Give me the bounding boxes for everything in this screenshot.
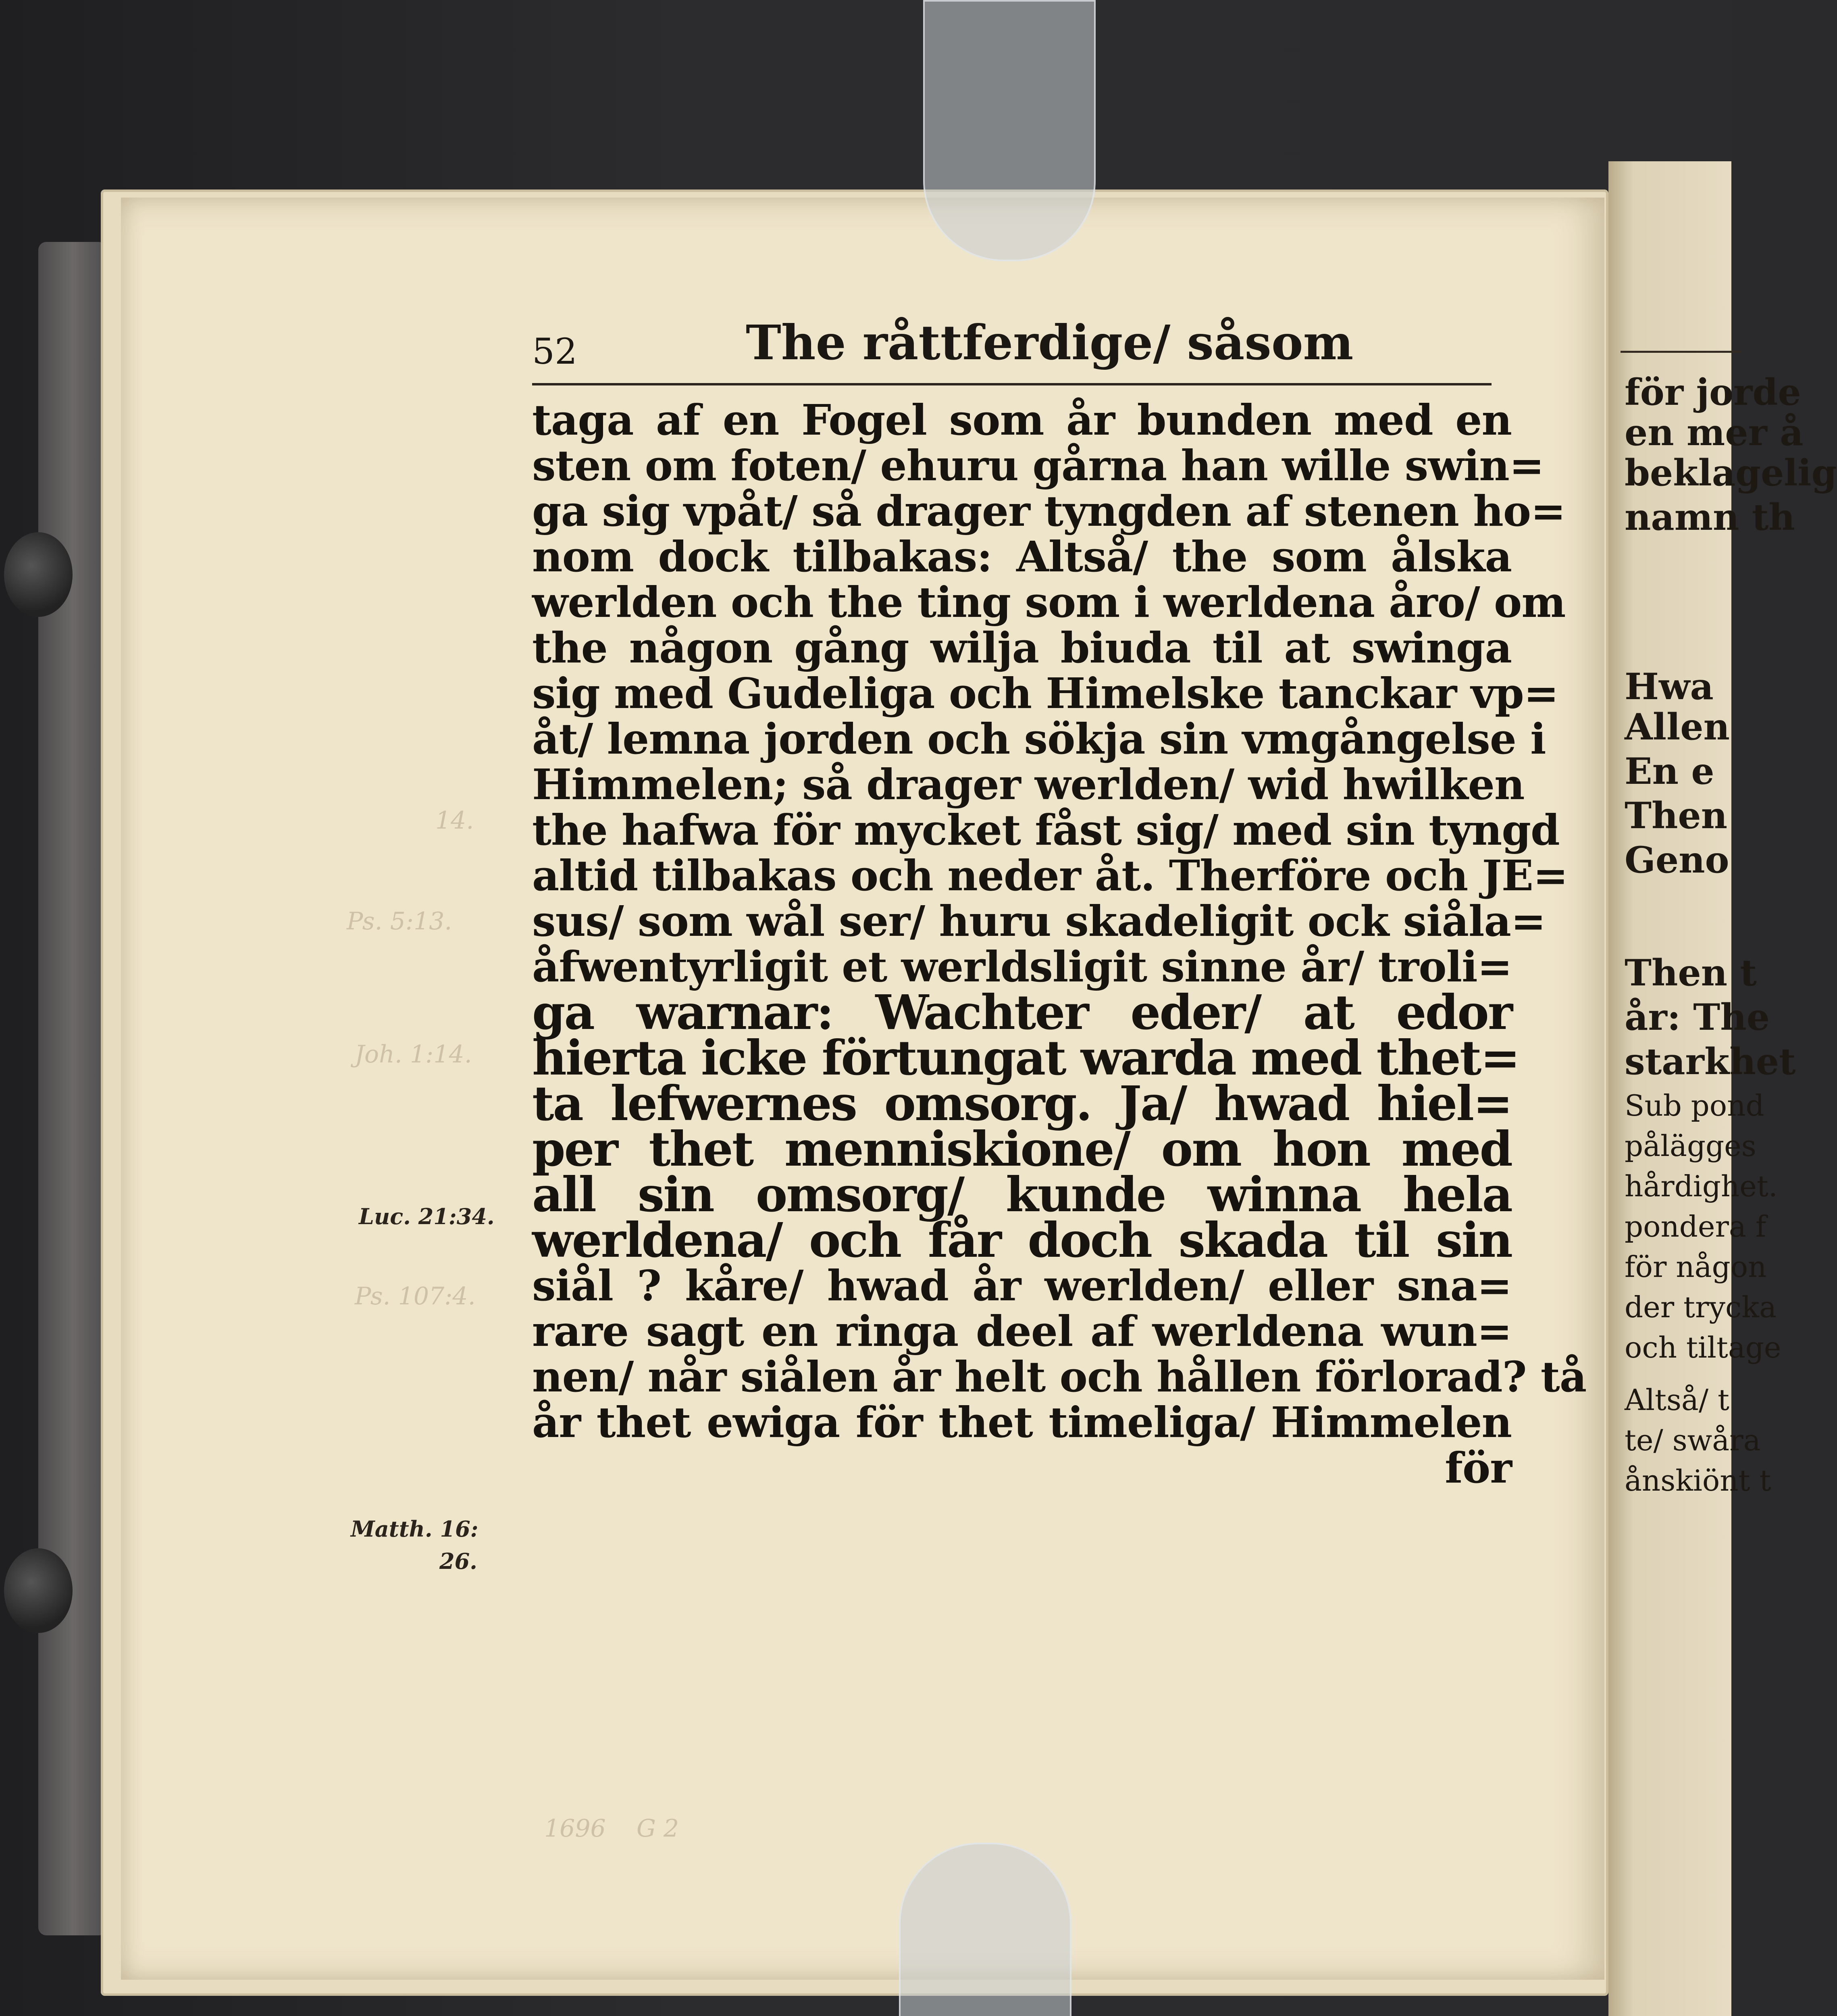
bleedthrough-mark: 1696 G 2 bbox=[544, 1814, 679, 1843]
bleedthrough-mark: Joh. 1:14. bbox=[355, 1040, 472, 1068]
text-line: åt/ lemna jorden och sökja sin vmgångelse i bbox=[532, 714, 1546, 764]
body-text bbox=[532, 395, 1587, 1493]
text-line: siål ? kåre/ hwad år werlden/ eller sna= bbox=[532, 1261, 1512, 1310]
text-line: sten om foten/ ehuru gårna han wille swin= bbox=[532, 441, 1544, 490]
next-page-line: hårdighet. bbox=[1625, 1169, 1778, 1203]
next-page-line: Sub pond bbox=[1625, 1089, 1764, 1123]
text-line: sig med Gudeliga och Himelske tanckar vp= bbox=[532, 669, 1558, 718]
text-line: nom dock tilbakas: Altså/ the som ålska bbox=[532, 532, 1512, 581]
bleedthrough-mark: 14. bbox=[435, 806, 474, 835]
page-holder-tab-top bbox=[923, 0, 1096, 261]
catchword: för bbox=[1445, 1443, 1512, 1493]
text-line: ga warnar: Wachter eder/ at edor bbox=[532, 984, 1512, 1040]
bleedthrough-mark: Ps. 107:4. bbox=[355, 1282, 476, 1310]
book-strap bbox=[38, 242, 107, 1935]
text-line: nen/ når siålen år helt och hållen förlorad? tå bbox=[532, 1352, 1587, 1402]
next-page-line: Allen bbox=[1625, 706, 1730, 748]
page-number: 52 bbox=[532, 331, 577, 372]
next-page-line: för någon bbox=[1625, 1250, 1767, 1284]
next-page-line: pondera f bbox=[1625, 1210, 1766, 1243]
text-line: sus/ som wål ser/ huru skadeligit ock siåla= bbox=[532, 896, 1546, 946]
next-page-line: Altså/ t bbox=[1625, 1383, 1729, 1417]
text-line: werlden och the ting som i werldena åro/ om bbox=[532, 577, 1566, 627]
next-page-edge bbox=[1608, 161, 1837, 2016]
next-page-line: en mer å bbox=[1625, 411, 1804, 454]
text-line: werldena/ och får doch skada til sin bbox=[532, 1212, 1512, 1268]
next-page-line: pålägges bbox=[1625, 1129, 1756, 1163]
text-line: ta lefwernes omsorg. Ja/ hwad hiel= bbox=[532, 1075, 1512, 1131]
next-page-rule bbox=[1621, 351, 1741, 357]
next-page-line: ånskiönt t bbox=[1625, 1464, 1771, 1497]
text-line: ga sig vpåt/ så drager tyngden af stenen ho= bbox=[532, 486, 1566, 536]
text-line: all sin omsorg/ kunde winna hela bbox=[532, 1166, 1512, 1223]
text-line: altid tilbakas och neder åt. Therföre och JE= bbox=[532, 851, 1568, 900]
margin-note-luke: Luc. 21:34. bbox=[359, 1204, 495, 1229]
text-line: taga af en Fogel som år bunden med en bbox=[532, 395, 1512, 445]
text-line: rare sagt en ringa deel af werldena wun= bbox=[532, 1306, 1512, 1356]
text-line: hierta icke förtungat warda med thet= bbox=[532, 1030, 1519, 1086]
clasp-lower bbox=[4, 1548, 73, 1633]
next-page-line: Then bbox=[1625, 794, 1728, 837]
text-line: per thet menniskione/ om hon med bbox=[532, 1121, 1512, 1177]
next-page-line: te/ swåra bbox=[1625, 1423, 1761, 1457]
next-page-line: för jorde bbox=[1625, 371, 1801, 414]
next-page-line: starkhet bbox=[1625, 1040, 1796, 1083]
next-page-line: och tiltage bbox=[1625, 1331, 1781, 1364]
text-line: åfwentyrligit et werldsligit sinne år/ troli= bbox=[532, 942, 1512, 991]
next-page-line: beklagelig bbox=[1625, 452, 1837, 494]
text-line: Himmelen; så drager werlden/ wid hwilken bbox=[532, 760, 1525, 809]
bleedthrough-mark: Ps. 5:13. bbox=[347, 907, 452, 935]
clasp-upper bbox=[4, 532, 73, 617]
margin-note-matthew-verse: 26. bbox=[439, 1548, 477, 1574]
next-page-line: Hwa bbox=[1625, 665, 1714, 708]
next-page-line: Then t bbox=[1625, 952, 1757, 994]
next-page-line: namn th bbox=[1625, 496, 1795, 539]
text-line: år thet ewiga för thet timeliga/ Himmelen bbox=[532, 1397, 1512, 1447]
next-page-line: Geno bbox=[1625, 839, 1729, 881]
margin-note-matthew: Matth. 16: bbox=[351, 1516, 478, 1542]
page-header bbox=[532, 314, 1492, 383]
text-line: the någon gång wilja biuda til at swinga bbox=[532, 623, 1512, 673]
next-page-line: En e bbox=[1625, 750, 1714, 793]
text-line: the hafwa för mycket fåst sig/ med sin tyngd bbox=[532, 805, 1560, 855]
header-rule bbox=[532, 383, 1492, 385]
next-page-line: der trycka bbox=[1625, 1290, 1777, 1324]
running-head: The råttferdige/ såsom bbox=[746, 314, 1354, 371]
page-holder-tab-bottom bbox=[899, 1843, 1071, 2016]
next-page-line: år: The bbox=[1625, 996, 1770, 1039]
